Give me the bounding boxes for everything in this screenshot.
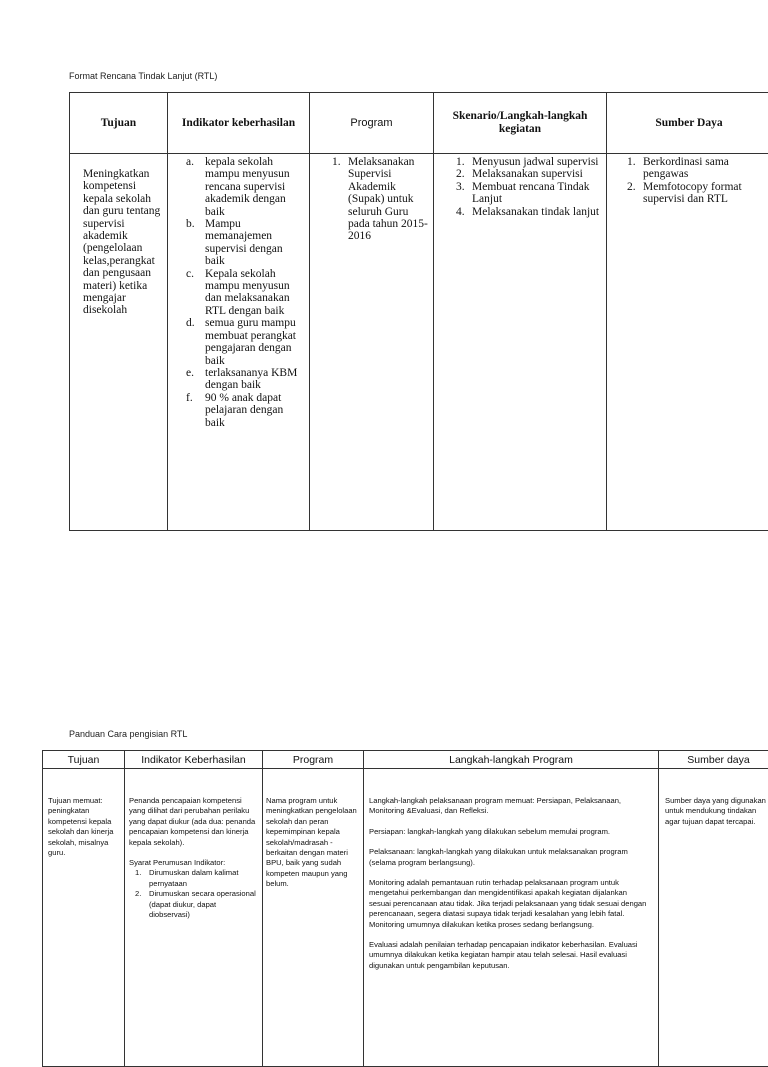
list-item <box>607 156 767 181</box>
list-item <box>434 181 602 206</box>
cell-indikator <box>168 154 310 531</box>
list-item <box>168 218 305 268</box>
list-item-text: Kepala sekolah mampu menyusun dan melaksanakan RTL dengan baik <box>205 268 305 318</box>
syarat-list <box>129 868 258 920</box>
format-title: Format Rencana Tindak Lanjut (RTL) <box>69 71 217 81</box>
cell-sumber-daya <box>607 154 768 531</box>
list-item-text: kepala sekolah mampu menyusun rencana supervisi akademik dengan baik <box>205 156 305 218</box>
header-indikator: Indikator Keberhasilan <box>125 751 263 769</box>
list-marker: 1. <box>607 156 643 181</box>
sumber-daya-list <box>607 154 768 206</box>
header-program: Program <box>310 93 434 154</box>
list-item-text: Membuat rencana Tindak Lanjut <box>472 181 602 206</box>
list-item-text: Memfotocopy format supervisi dan RTL <box>643 181 767 206</box>
list-marker: 1. <box>310 156 348 243</box>
list-item <box>168 367 305 392</box>
list-marker: 2. <box>129 889 149 920</box>
program-list <box>310 154 433 243</box>
list-marker: 4. <box>434 206 472 218</box>
table-row <box>43 769 768 1067</box>
cell-skenario <box>434 154 607 531</box>
list-marker: f. <box>168 392 205 429</box>
list-item-text: Melaksanakan supervisi <box>472 168 583 180</box>
table-row <box>70 154 768 531</box>
list-item <box>434 168 602 180</box>
panduan-title: Panduan Cara pengisian RTL <box>69 729 187 739</box>
list-item <box>168 317 305 367</box>
cell-indikator <box>125 769 263 1067</box>
list-marker: 2. <box>607 181 643 206</box>
list-marker: b. <box>168 218 205 268</box>
langkah-paragraph: Persiapan: langkah-langkah yang dilakukan sebelum memulai program. <box>369 827 650 837</box>
list-item <box>607 181 767 206</box>
list-item <box>168 156 305 218</box>
list-item-text: semua guru mampu membuat perangkat pengajaran dengan baik <box>205 317 305 367</box>
list-item <box>310 156 429 243</box>
cell-sumber-daya: Sumber daya yang digunakan untuk mendukung tindakan agar tujuan dapat tercapai. <box>659 769 768 1067</box>
list-item-text: Melaksanakan Supervisi Akademik (Supak) untuk seluruh Guru pada tahun 2015-2016 <box>348 156 429 243</box>
list-marker: 2. <box>434 168 472 180</box>
list-item-text: Menyusun jadwal supervisi <box>472 156 598 168</box>
list-marker: d. <box>168 317 205 367</box>
langkah-paragraph: Evaluasi adalah penilaian terhadap pencapaian indikator keberhasilan. Evaluasi umumnya dilakukan ketika kegiatan hampir atau telah selesai. Hasil evaluasi digunakan untuk pengambilan keputusan. <box>369 940 650 971</box>
list-marker: e. <box>168 367 205 392</box>
list-item <box>434 156 602 168</box>
list-marker: c. <box>168 268 205 318</box>
cell-program <box>310 154 434 531</box>
list-item <box>168 268 305 318</box>
indikator-intro: Penanda pencapaian kompetensi yang dilihat dari perubahan perilaku yang dapat diukur (ada dua: penanda pencapaian kompetensi dan kinerja kepala sekolah). <box>129 796 258 848</box>
list-item <box>168 392 305 429</box>
table-header-row <box>43 751 768 769</box>
list-marker: 1. <box>434 156 472 168</box>
cell-program: Nama program untuk meningkatkan pengelolaan sekolah dan peran kepemimpinan kepala sekolah/madrasah - berkaitan dengan materi BPU, baik yang sudah kompeten maupun yang belum. <box>263 769 364 1067</box>
header-langkah: Langkah-langkah Program <box>364 751 659 769</box>
list-marker: a. <box>168 156 205 218</box>
list-item <box>434 206 602 218</box>
rtl-format-table <box>69 92 768 531</box>
list-item <box>129 889 258 920</box>
cell-tujuan: Meningkatkan kompetensi kepala sekolah dan guru tentang supervisi akademik (pengelolaan kelas,perangkat dan pengusaan materi) ketika mengajar disekolah <box>70 154 168 531</box>
list-item <box>129 868 258 889</box>
syarat-title: Syarat Perumusan Indikator: <box>129 858 258 868</box>
list-item-text: Melaksanakan tindak lanjut <box>472 206 599 218</box>
list-item-text: terlaksananya KBM dengan baik <box>205 367 305 392</box>
cell-langkah <box>364 769 659 1067</box>
indikator-list <box>168 154 309 429</box>
langkah-paragraph: Langkah-langkah pelaksanaan program memuat: Persiapan, Pelaksanaan, Monitoring &Evaluasi, dan Refleksi. <box>369 796 650 817</box>
skenario-list <box>434 154 606 218</box>
list-item-text: 90 % anak dapat pelajaran dengan baik <box>205 392 305 429</box>
list-item-text: Dirumuskan secara operasional (dapat diukur, dapat diobservasi) <box>149 889 258 920</box>
list-item-text: Mampu memanajemen supervisi dengan baik <box>205 218 305 268</box>
header-sumber-daya: Sumber daya <box>659 751 768 769</box>
header-tujuan: Tujuan <box>43 751 125 769</box>
langkah-paragraph: Pelaksanaan: langkah-langkah yang dilakukan untuk melaksanakan program (selama program berlangsung). <box>369 847 650 868</box>
list-marker: 3. <box>434 181 472 206</box>
header-program: Program <box>263 751 364 769</box>
list-marker: 1. <box>129 868 149 889</box>
header-indikator: Indikator keberhasilan <box>168 93 310 154</box>
panduan-table <box>42 750 768 1067</box>
list-item-text: Berkordinasi sama pengawas <box>643 156 767 181</box>
header-tujuan: Tujuan <box>70 93 168 154</box>
table-header-row <box>70 93 768 154</box>
cell-tujuan: Tujuan memuat: peningkatan kompetensi kepala sekolah dan kinerja sekolah, misalnya guru. <box>43 769 125 1067</box>
header-skenario: Skenario/Langkah-langkah kegiatan <box>434 93 607 154</box>
header-sumber-daya: Sumber Daya <box>607 93 768 154</box>
list-item-text: Dirumuskan dalam kalimat pernyataan <box>149 868 258 889</box>
langkah-paragraphs <box>369 796 650 971</box>
langkah-paragraph: Monitoring adalah pemantauan rutin terhadap pelaksanaan program untuk mengetahui perkembangan dan mengidentifikasi apakah kegiatan dijalankan sesuai perencanaan atau tidak. Jika terjadi pelaksanaan yang tidak sesuai dengan perencanaan, segera diatasi supaya tidak terjadi kesalahan yang lebih fatal. Monitoring umumnya dilakukan ketika proses sedang berlangsung. <box>369 878 650 930</box>
